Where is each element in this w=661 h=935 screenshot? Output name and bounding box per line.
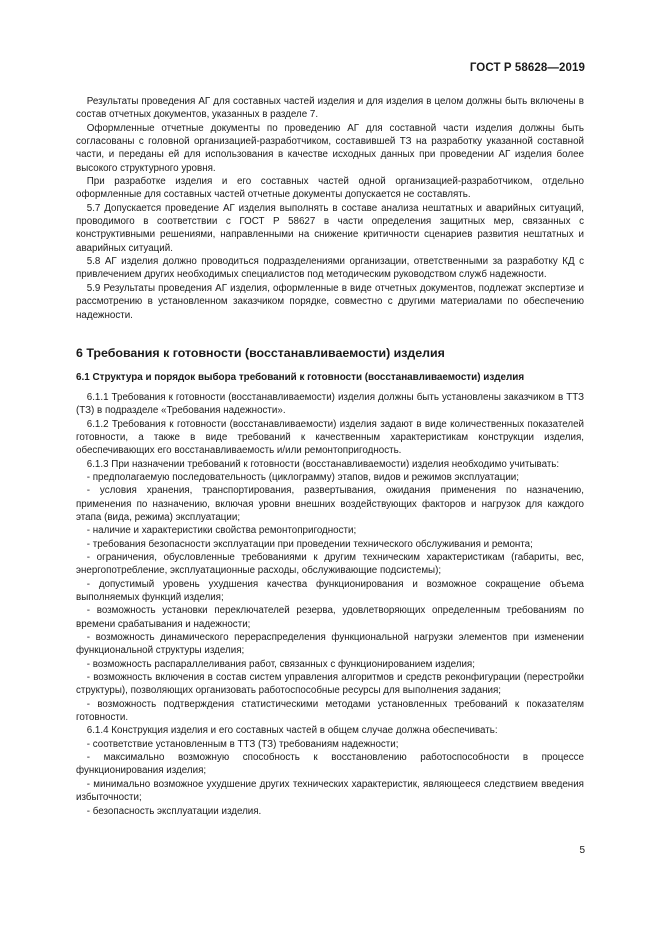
list-item: - допустимый уровень ухудшения качества функционирования и возможное сокращение объема выполняемых функций изделия; (76, 578, 584, 603)
list-item: - возможность распараллеливания работ, связанных с функционированием изделия; (86, 658, 475, 670)
standard-header: ГОСТ Р 58628—2019 (469, 62, 585, 74)
list-item: - ограничения, обусловленные требованиями к другим техническим характеристикам (габариты, вес, энергопотребление, эксплуатационные расходы, обслуживающие подсистемы); (76, 551, 584, 577)
list-item: - наличие и характеристики свойства ремонтопригодности; (86, 525, 357, 537)
list-item: - максимально возможную способность к восстановлению работоспособности в процессе функционирования изделия; (76, 752, 584, 777)
document-body (76, 95, 584, 818)
clause-5-9: 5.9 Результаты проведения АГ изделия, оформленные в виде отчетных документов, подлежат экспертизе и рассмотрению в установленном заказчиком порядке, совместно с другими материалами по обеспечению надежности. (76, 282, 584, 321)
clause-6-1-4: 6.1.4 Конструкция изделия и его составных частей в общем случае должна обеспечивать: (86, 725, 498, 737)
paragraph: Оформленные отчетные документы по проведению АГ для составной части изделия должны быть согласованы с головной организацией-разработчиком, составившей ТЗ на разработку указанной составной части, и переданы ей для использования в качестве исходных данных при проведении АГ изделия более высокого структурного уровня. (76, 122, 584, 174)
section-6-heading: 6 Требования к готовности (восстанавливаемости) изделия (76, 345, 445, 360)
list-item: - предполагаемую последовательность (циклограмму) этапов, видов и режимов эксплуатации; (86, 471, 519, 483)
list-item: - возможность подтверждения статистическими методами установленных требований к показателям готовности. (76, 698, 584, 724)
list-item: - безопасность эксплуатации изделия. (86, 805, 262, 817)
list-item: - условия хранения, транспортирования, развертывания, ожидания применения по назначению, применения по назначению, включая уровни внешних воздействующих факторов и нагрузок для каждого этапа (вида, режима) эксплуатации; (76, 485, 584, 523)
paragraph: При разработке изделия и его составных частей одной организацией-разработчиком, отдельно оформленные для составных частей отчетные документы допускается не составлять. (76, 176, 584, 201)
clause-6-1-1: 6.1.1 Требования к готовности (восстанавливаемости) изделия должны быть установлены заказчиком в ТТЗ (ТЗ) в подразделе «Требования надежности». (76, 391, 584, 417)
list-item: - возможность динамического перераспределения функциональной нагрузки элементов при изменении функциональной структуры изделия; (76, 632, 584, 657)
list-item: - минимально возможное ухудшение других технических характеристик, являющееся следствием введения избыточности; (76, 778, 584, 804)
list-item: - соответствие установленным в ТТЗ (ТЗ) требованиям надежности; (86, 738, 399, 750)
list-item: - возможность включения в состав систем управления алгоритмов и средств реконфигурации (перестройки структуры), позволяющих организовать работоспособные ресурсы для выполнения задания; (76, 672, 584, 697)
paragraph: Результаты проведения АГ для составных частей изделия и для изделия в целом должны быть включены в состав отчетных документов, указанных в разделе 7. (76, 96, 584, 121)
list-item: - возможность установки переключателей резерва, удовлетворяющих определенным требованиям по времени срабатывания и надежности; (76, 605, 584, 630)
list-item: - требования безопасности эксплуатации при проведении технического обслуживания и ремонта; (86, 538, 533, 550)
clause-6-1-3: 6.1.3 При назначении требований к готовности (восстанавливаемости) изделия необходимо учитывать: (86, 458, 560, 470)
clause-5-8: 5.8 АГ изделия должно проводиться подразделениями организации, ответственными за разработку КД с привлечением других необходимых специалистов под методическим руководством служб надежности. (76, 256, 584, 281)
subsection-6-1-heading: 6.1 Структура и порядок выбора требований к готовности (восстанавливаемости) изделия (76, 371, 525, 383)
page-number: 5 (579, 845, 585, 856)
clause-5-7: 5.7 Допускается проведение АГ изделия выполнять в составе анализа нештатных и аварийных ситуаций, проводимого в соответствии с ГОСТ Р 58627 в части определения защитных мер, связанных с конструктивными решениями, направленными на снижение критичности сценариев развития нештатных и аварийных ситуаций. (76, 202, 584, 254)
clause-6-1-2: 6.1.2 Требования к готовности (восстанавливаемости) изделия задают в виде количественных показателей готовности, а также в виде требований к качественным характеристикам конструкции изделия, обеспечивающих его восстанавливаемость и/или ремонтопригодность. (76, 418, 584, 457)
